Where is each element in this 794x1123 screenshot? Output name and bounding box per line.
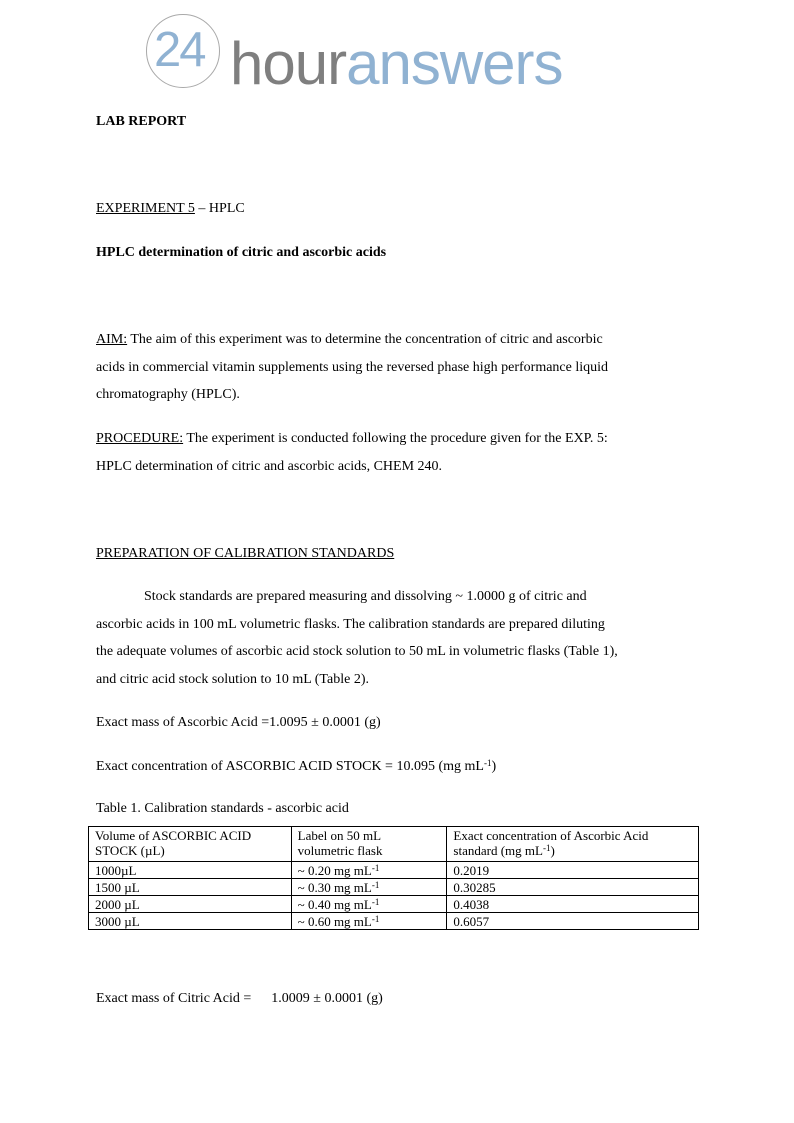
procedure-label: PROCEDURE: <box>96 431 184 446</box>
section-heading: PREPARATION OF CALIBRATION STANDARDS <box>96 546 395 561</box>
calibration-table <box>88 826 699 930</box>
table1-caption: Table 1. Calibration standards - ascorbic acid <box>96 801 349 816</box>
ascorbic-concentration <box>96 759 496 775</box>
logo-number: 24 <box>154 23 205 77</box>
concentration-cell: 0.30285 <box>447 879 699 896</box>
experiment-label: EXPERIMENT 5 <box>96 201 195 216</box>
table-row <box>89 879 699 896</box>
citric-mass-label: Exact mass of Citric Acid = <box>96 991 252 1006</box>
procedure-line-1: The experiment is conducted following the procedure given for the EXP. 5: <box>183 431 608 446</box>
header-cell: Volume of ASCORBIC ACID STOCK (µL) <box>89 827 292 862</box>
table-row <box>89 896 699 913</box>
label-cell: ~ 0.40 mg $mL^{-1}$ <box>291 896 447 913</box>
header-cell: Exact concentration of Ascorbic Acid standard (mg $mL^{-1}$) <box>447 827 699 862</box>
table-row <box>89 913 699 930</box>
logo <box>146 14 616 97</box>
body-line-3: the adequate volumes of ascorbic acid stock solution to 50 mL in volumetric flasks (Table 1), <box>96 644 618 659</box>
volume-cell: 3000 µL <box>89 913 292 930</box>
logo-word-answers: answers <box>346 30 563 97</box>
aim-label: AIM: <box>96 332 128 347</box>
body-line-2: ascorbic acids in 100 mL volumetric flasks. The calibration standards are prepared diluting <box>96 616 605 632</box>
header-cell: Label on 50 mL volumetric flask <box>291 827 447 862</box>
experiment-rest: – HPLC <box>194 201 245 216</box>
citric-mass <box>96 991 383 1007</box>
label-cell: ~ 0.20 mg $mL^{-1}$ <box>291 862 447 879</box>
experiment-heading <box>96 201 245 217</box>
concentration-cell: 0.2019 <box>447 862 699 879</box>
citric-mass-value: 1.0009 ± 0.0001 (g) <box>271 991 383 1006</box>
procedure-line-2: HPLC determination of citric and ascorbic acids, CHEM 240. <box>96 458 443 474</box>
body-paragraph <box>96 583 706 693</box>
volume-cell: 2000 µL <box>89 896 292 913</box>
aim-line-1: The aim of this experiment was to determine the concentration of citric and ascorbic <box>127 332 603 347</box>
concentration-cell: 0.4038 <box>447 896 699 913</box>
label-cell: ~ 0.30 mg $mL^{-1}$ <box>291 879 447 896</box>
table-header-row <box>89 827 699 862</box>
ascorbic-concentration-text: Exact concentration of ASCORBIC ACID STOCK = 10.095 (mg mL <box>96 759 484 774</box>
aim-line-2: acids in commercial vitamin supplements using the reversed phase high performance liquid <box>96 359 609 375</box>
aim-line-3: chromatography (HPLC). <box>96 387 240 402</box>
procedure-paragraph <box>96 425 706 480</box>
volume-cell: 1000µL <box>89 862 292 879</box>
label-cell: ~ 0.60 mg $mL^{-1}$ <box>291 913 447 930</box>
logo-wordmark <box>230 30 563 97</box>
volume-cell: 1500 µL <box>89 879 292 896</box>
ascorbic-mass: Exact mass of Ascorbic Acid =1.0095 ± 0.0001 (g) <box>96 715 381 730</box>
body-line-1: Stock standards are prepared measuring and dissolving ~ 1.0000 g of citric and <box>144 589 587 604</box>
subtitle: HPLC determination of citric and ascorbic acids <box>96 245 387 260</box>
ascorbic-concentration-sup: -1 <box>483 758 492 768</box>
body-line-4: and citric acid stock solution to 10 mL (Table 2). <box>96 671 369 687</box>
logo-word-hour: hour <box>230 30 347 97</box>
aim-paragraph <box>96 326 706 409</box>
ascorbic-concentration-close: ) <box>491 759 497 774</box>
report-title: LAB REPORT <box>96 114 187 129</box>
concentration-cell: 0.6057 <box>447 913 699 930</box>
table-row <box>89 862 699 879</box>
